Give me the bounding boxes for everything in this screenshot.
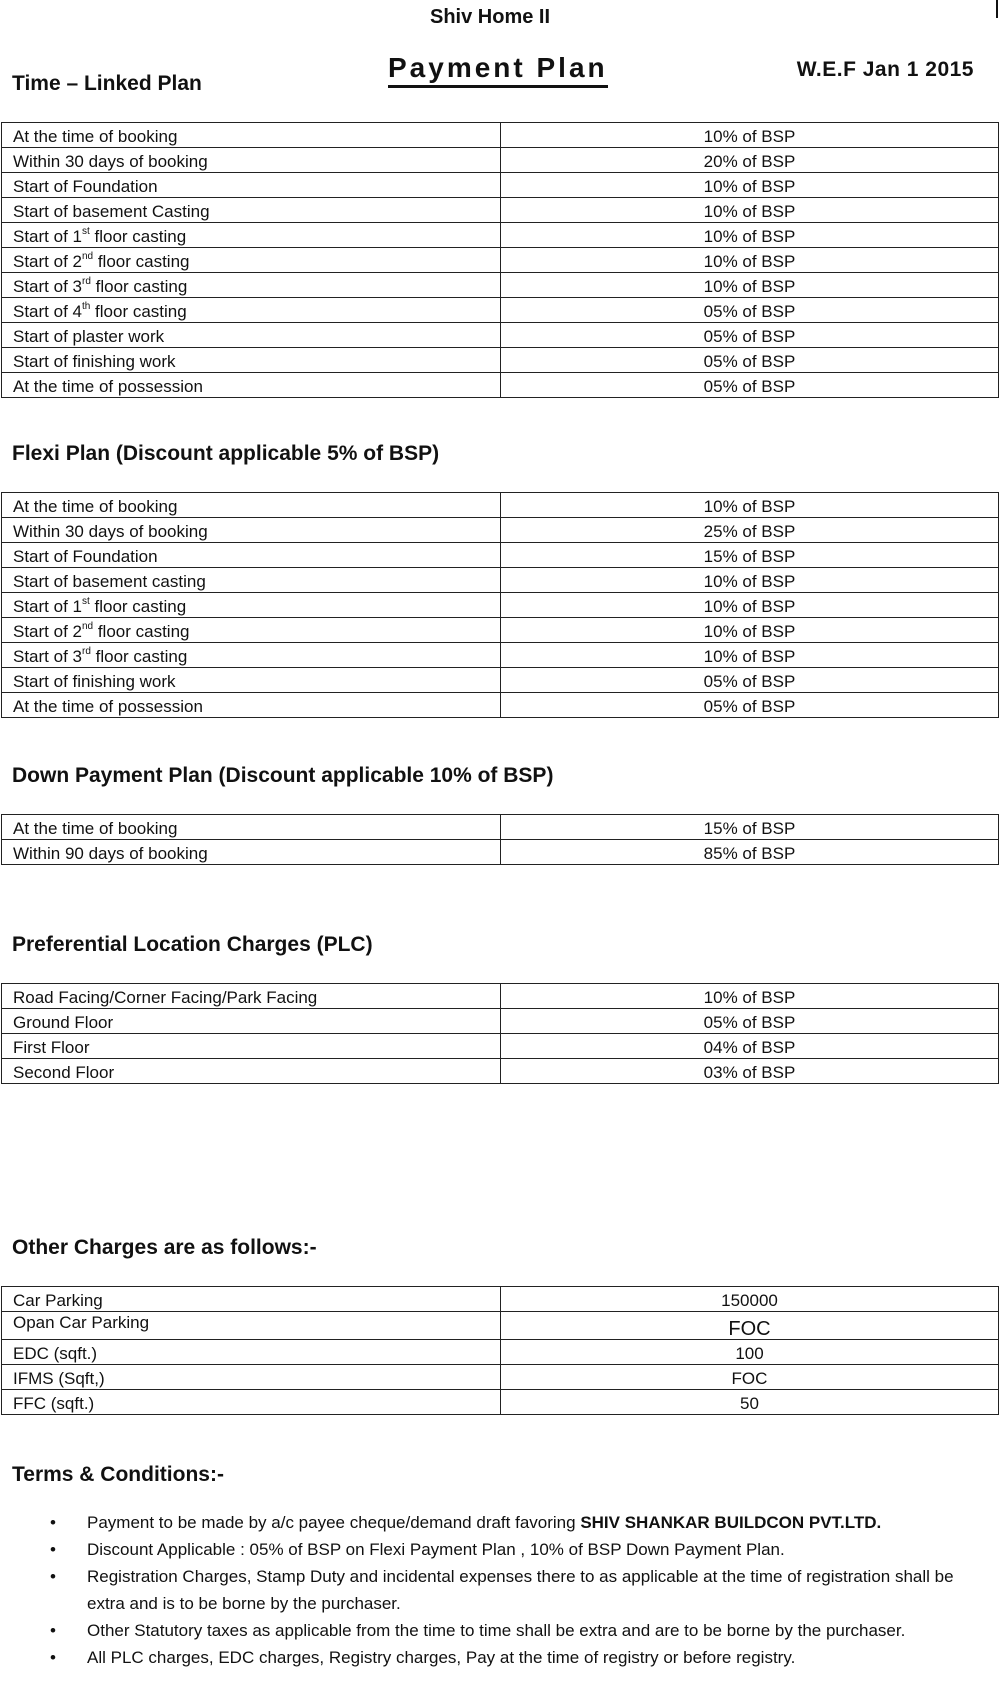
row-label: Start of 3rd floor casting [2, 273, 501, 298]
row-value: 04% of BSP [501, 1034, 999, 1059]
bullet-icon: • [50, 1567, 56, 1586]
table-row [2, 298, 999, 323]
row-value: 150000 [501, 1287, 999, 1312]
row-label: Ground Floor [2, 1009, 501, 1034]
row-value: 05% of BSP [501, 348, 999, 373]
ordinal-suffix: st [81, 596, 90, 607]
row-value: 10% of BSP [501, 568, 999, 593]
row-value: 10% of BSP [501, 493, 999, 518]
table-row [2, 1034, 999, 1059]
table-row [2, 518, 999, 543]
table-row [2, 173, 999, 198]
row-value: 15% of BSP [501, 815, 999, 840]
terms-item [50, 1644, 970, 1671]
row-label: At the time of possession [2, 693, 501, 718]
table-row [2, 1009, 999, 1034]
terms-list [50, 1509, 970, 1671]
page-edge-mark [996, 0, 998, 18]
row-value: 50 [501, 1390, 999, 1415]
plc-table [1, 983, 999, 1084]
terms-item [50, 1563, 970, 1617]
row-label: Within 30 days of booking [2, 148, 501, 173]
row-label: Start of 2nd floor casting [2, 618, 501, 643]
row-label: Car Parking [2, 1287, 501, 1312]
table-row [2, 148, 999, 173]
ordinal-suffix: rd [81, 276, 91, 287]
bullet-icon: • [50, 1648, 56, 1667]
row-value: 05% of BSP [501, 693, 999, 718]
row-value: 10% of BSP [501, 173, 999, 198]
row-value: FOC [501, 1312, 999, 1340]
table-row [2, 593, 999, 618]
row-label: Opan Car Parking [2, 1312, 501, 1340]
table-row [2, 1059, 999, 1084]
row-label: Start of 3rd floor casting [2, 643, 501, 668]
row-label: Start of plaster work [2, 323, 501, 348]
table-row [2, 618, 999, 643]
row-label: Start of 1st floor casting [2, 593, 501, 618]
row-label: Start of basement casting [2, 568, 501, 593]
row-value: 05% of BSP [501, 668, 999, 693]
table-row [2, 1287, 999, 1312]
table-row [2, 1365, 999, 1390]
row-label: Start of finishing work [2, 668, 501, 693]
terms-text: Discount Applicable : 05% of BSP on Flexi Payment Plan , 10% of BSP Down Payment Plan. [87, 1540, 785, 1559]
project-name: Shiv Home II [429, 6, 551, 28]
row-label: EDC (sqft.) [2, 1340, 501, 1365]
other-charges-table [1, 1286, 999, 1415]
table-row [2, 123, 999, 148]
row-value: 15% of BSP [501, 543, 999, 568]
effective-date: W.E.F Jan 1 2015 [796, 58, 974, 81]
table-row [2, 493, 999, 518]
row-label: At the time of booking [2, 815, 501, 840]
row-value: 10% of BSP [501, 643, 999, 668]
bullet-icon: • [50, 1513, 56, 1532]
row-label: At the time of possession [2, 373, 501, 398]
ordinal-suffix: th [81, 301, 91, 312]
row-label: Start of 1st floor casting [2, 223, 501, 248]
table-row [2, 223, 999, 248]
time-linked-plan-table [1, 122, 999, 398]
table-row [2, 1312, 999, 1340]
table-row [2, 984, 999, 1009]
flexi-plan-table [1, 492, 999, 718]
ordinal-suffix: st [81, 226, 90, 237]
table-row [2, 815, 999, 840]
flexi-plan-heading: Flexi Plan (Discount applicable 5% of BSP) [12, 442, 440, 465]
row-value: FOC [501, 1365, 999, 1390]
row-label: Within 30 days of booking [2, 518, 501, 543]
bullet-icon: • [50, 1540, 56, 1559]
table-row [2, 248, 999, 273]
row-label: Start of Foundation [2, 543, 501, 568]
row-value: 10% of BSP [501, 273, 999, 298]
row-label: IFMS (Sqft,) [2, 1365, 501, 1390]
table-row [2, 348, 999, 373]
down-payment-plan-table [1, 814, 999, 865]
plc-heading: Preferential Location Charges (PLC) [12, 933, 373, 956]
ordinal-suffix: nd [81, 251, 94, 262]
terms-item [50, 1509, 970, 1536]
row-value: 10% of BSP [501, 248, 999, 273]
row-value: 10% of BSP [501, 618, 999, 643]
row-value: 10% of BSP [501, 123, 999, 148]
table-row [2, 543, 999, 568]
row-label: FFC (sqft.) [2, 1390, 501, 1415]
ordinal-suffix: nd [81, 621, 94, 632]
terms-text: Other Statutory taxes as applicable from the time to time shall be extra and are to be borne by the purchaser. [87, 1621, 906, 1640]
row-value: 03% of BSP [501, 1059, 999, 1084]
table-row [2, 643, 999, 668]
table-row [2, 198, 999, 223]
time-linked-plan-heading: Time – Linked Plan [12, 72, 202, 95]
table-row [2, 668, 999, 693]
bullet-icon: • [50, 1621, 56, 1640]
row-label: At the time of booking [2, 493, 501, 518]
page-title: Payment Plan [388, 52, 608, 88]
terms-text: Registration Charges, Stamp Duty and incidental expenses there to as applicable at the time of registration shall be extra and is to be borne by the purchaser. [87, 1567, 954, 1613]
table-row [2, 1390, 999, 1415]
terms-heading: Terms & Conditions:- [12, 1463, 224, 1486]
table-row [2, 840, 999, 865]
row-label: Road Facing/Corner Facing/Park Facing [2, 984, 501, 1009]
table-row [2, 323, 999, 348]
row-value: 85% of BSP [501, 840, 999, 865]
terms-item [50, 1536, 970, 1563]
row-label: Within 90 days of booking [2, 840, 501, 865]
row-label: Start of 2nd floor casting [2, 248, 501, 273]
row-value: 10% of BSP [501, 593, 999, 618]
row-label: Start of Foundation [2, 173, 501, 198]
row-value: 05% of BSP [501, 1009, 999, 1034]
row-label: Start of basement Casting [2, 198, 501, 223]
row-label: Start of finishing work [2, 348, 501, 373]
terms-item [50, 1617, 970, 1644]
table-row [2, 1340, 999, 1365]
row-value: 05% of BSP [501, 323, 999, 348]
company-name: SHIV SHANKAR BUILDCON PVT.LTD. [580, 1513, 882, 1532]
table-row [2, 373, 999, 398]
row-value: 20% of BSP [501, 148, 999, 173]
row-value: 10% of BSP [501, 223, 999, 248]
row-value: 10% of BSP [501, 198, 999, 223]
row-label: First Floor [2, 1034, 501, 1059]
row-label: Start of 4th floor casting [2, 298, 501, 323]
terms-text: All PLC charges, EDC charges, Registry charges, Pay at the time of registry or before registry. [87, 1648, 796, 1667]
table-row [2, 568, 999, 593]
row-label: Second Floor [2, 1059, 501, 1084]
table-row [2, 693, 999, 718]
table-row [2, 273, 999, 298]
ordinal-suffix: rd [81, 646, 91, 657]
row-label: At the time of booking [2, 123, 501, 148]
other-charges-heading: Other Charges are as follows:- [12, 1236, 317, 1259]
row-value: 10% of BSP [501, 984, 999, 1009]
row-value: 25% of BSP [501, 518, 999, 543]
row-value: 05% of BSP [501, 373, 999, 398]
terms-text: Payment to be made by a/c payee cheque/demand draft favoring [87, 1513, 581, 1532]
row-value: 100 [501, 1340, 999, 1365]
row-value: 05% of BSP [501, 298, 999, 323]
down-payment-plan-heading: Down Payment Plan (Discount applicable 10% of BSP) [12, 764, 554, 787]
